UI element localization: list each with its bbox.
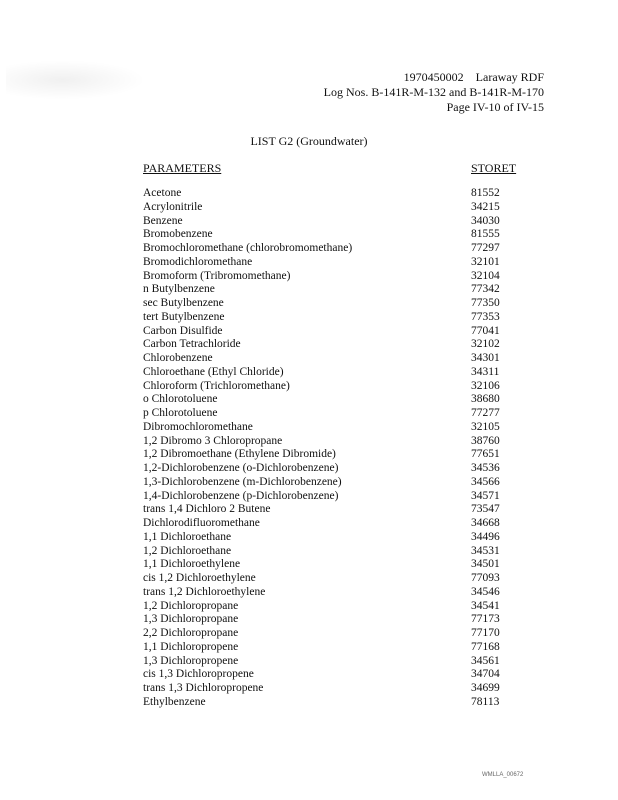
table-row — [143, 270, 543, 284]
table-row — [143, 256, 543, 270]
header-page-line: Page IV-10 of IV-15 — [446, 100, 544, 114]
storet-code: 81555 — [471, 228, 500, 241]
storet-code: 34541 — [471, 599, 500, 612]
storet-code: 38760 — [471, 434, 500, 447]
parameter-name: 1,2 Dibromoethane (Ethylene Dibromide) — [143, 448, 336, 461]
scan-artifact — [6, 60, 146, 100]
storet-code: 34668 — [471, 517, 500, 529]
parameters-column-header: PARAMETERS — [143, 161, 222, 175]
parameter-name: 1,4-Dichlorobenzene (p-Dichlorobenzene) — [143, 489, 339, 502]
parameter-list — [143, 187, 543, 710]
table-row — [143, 490, 543, 504]
table-row — [143, 682, 543, 696]
table-row — [143, 325, 543, 339]
bates-stamp: WMLLA_00672 — [482, 772, 524, 778]
parameter-name: 1,3 Dichloropropane — [143, 613, 239, 626]
storet-code: 77651 — [471, 448, 500, 461]
storet-code: 32106 — [471, 379, 500, 392]
document-header — [324, 70, 544, 115]
parameter-name: sec Butylbenzene — [143, 297, 224, 309]
table-row — [143, 476, 543, 490]
parameter-name: 1,2 Dichloropropane — [143, 599, 239, 612]
storet-code: 77041 — [471, 324, 500, 337]
parameter-name: Acetone — [143, 187, 182, 199]
storet-code: 77170 — [471, 627, 500, 639]
storet-code: 34566 — [471, 475, 500, 488]
parameter-name: Dichlorodifluoromethane — [143, 517, 260, 529]
list-title: LIST G2 (Groundwater) — [250, 134, 368, 148]
parameter-name: Chlorobenzene — [143, 352, 213, 364]
storet-code: 34531 — [471, 544, 500, 557]
parameter-name: o Chlorotoluene — [143, 393, 218, 406]
storet-code: 77168 — [471, 640, 500, 653]
storet-code: 32102 — [471, 338, 500, 351]
table-row — [143, 393, 543, 407]
table-row — [143, 655, 543, 669]
table-row — [143, 517, 543, 531]
parameter-name: p Chlorotoluene — [143, 407, 218, 419]
storet-code: 77173 — [471, 613, 500, 626]
parameter-name: 1,3-Dichlorobenzene (m-Dichlorobenzene) — [143, 475, 342, 488]
storet-code: 34030 — [471, 214, 500, 227]
storet-code: 77350 — [471, 297, 500, 309]
table-row — [143, 338, 543, 352]
table-row — [143, 435, 543, 449]
storet-code: 73547 — [471, 503, 500, 516]
storet-code: 77277 — [471, 407, 500, 419]
storet-code: 34496 — [471, 530, 500, 543]
parameter-name: Benzene — [143, 214, 183, 227]
table-row — [143, 352, 543, 366]
parameter-name: 1,2-Dichlorobenzene (o-Dichlorobenzene) — [143, 462, 339, 474]
parameter-name: Carbon Tetrachloride — [143, 338, 241, 351]
storet-code: 32105 — [471, 420, 500, 433]
storet-code: 77093 — [471, 572, 500, 584]
table-row — [143, 641, 543, 655]
table-row — [143, 448, 543, 462]
table-row — [143, 297, 543, 311]
table-row — [143, 600, 543, 614]
table-row — [143, 572, 543, 586]
storet-code: 77342 — [471, 283, 500, 296]
parameter-name: 1,2 Dichloroethane — [143, 544, 232, 557]
storet-code: 34571 — [471, 489, 500, 502]
table-row — [143, 283, 543, 297]
table-row — [143, 668, 543, 682]
table-row — [143, 228, 543, 242]
table-row — [143, 558, 543, 572]
table-row — [143, 545, 543, 559]
parameter-name: 2,2 Dichloropropane — [143, 627, 239, 639]
parameter-name: 1,1 Dichloroethylene — [143, 558, 241, 571]
parameter-name: Chloroethane (Ethyl Chloride) — [143, 365, 284, 378]
table-row — [143, 311, 543, 325]
storet-code: 38680 — [471, 393, 500, 406]
table-row — [143, 366, 543, 380]
storet-code: 32104 — [471, 269, 500, 282]
table-row — [143, 462, 543, 476]
parameter-name: Bromodichloromethane — [143, 255, 253, 268]
table-row — [143, 531, 543, 545]
storet-code: 34561 — [471, 654, 500, 667]
parameter-name: trans 1,3 Dichloropropene — [143, 682, 264, 694]
table-row — [143, 613, 543, 627]
table-row — [143, 187, 543, 201]
storet-code: 34301 — [471, 352, 500, 364]
table-row — [143, 215, 543, 229]
header-id-line: 1970450002 Laraway RDF — [403, 70, 544, 84]
table-row — [143, 407, 543, 421]
parameter-name: trans 1,2 Dichloroethylene — [143, 585, 266, 598]
storet-code: 77353 — [471, 310, 500, 323]
storet-column-header: STORET — [471, 161, 517, 175]
storet-code: 34699 — [471, 682, 500, 694]
table-row — [143, 380, 543, 394]
parameter-name: Acrylonitrile — [143, 200, 203, 213]
parameter-name: cis 1,2 Dichloroethylene — [143, 572, 256, 584]
parameter-name: 1,1 Dichloropropene — [143, 640, 239, 653]
table-row — [143, 627, 543, 641]
storet-code: 34311 — [471, 365, 500, 378]
storet-code: 34536 — [471, 462, 500, 474]
table-row — [143, 503, 543, 517]
storet-code: 34546 — [471, 585, 500, 598]
parameter-name: Dibromochloromethane — [143, 420, 253, 433]
parameter-name: tert Butylbenzene — [143, 310, 225, 323]
parameter-name: cis 1,3 Dichloropropene — [143, 668, 254, 681]
parameter-name: n Butylbenzene — [143, 283, 215, 296]
storet-code: 81552 — [471, 187, 500, 199]
storet-code: 34704 — [471, 668, 500, 681]
storet-code: 34215 — [471, 200, 500, 213]
parameter-name: 1,2 Dibromo 3 Chloropropane — [143, 434, 283, 447]
parameter-name: 1,3 Dichloropropene — [143, 654, 239, 667]
parameter-name: trans 1,4 Dichloro 2 Butene — [143, 503, 271, 516]
parameter-name: Bromochloromethane (chlorobromomethane) — [143, 242, 353, 254]
table-row — [143, 421, 543, 435]
parameter-name: 1,1 Dichloroethane — [143, 530, 232, 543]
storet-code: 77297 — [471, 242, 500, 254]
table-row — [143, 201, 543, 215]
parameter-name: Carbon Disulfide — [143, 324, 223, 337]
storet-code: 78113 — [471, 695, 500, 708]
table-row — [143, 242, 543, 256]
parameter-name: Bromobenzene — [143, 228, 213, 241]
parameter-name: Bromoform (Tribromomethane) — [143, 269, 291, 282]
parameter-name: Chloroform (Trichloromethane) — [143, 379, 290, 392]
table-row — [143, 586, 543, 600]
parameter-name: Ethylbenzene — [143, 695, 206, 708]
storet-code: 32101 — [471, 255, 500, 268]
header-log-line: Log Nos. B-141R-M-132 and B-141R-M-170 — [323, 85, 544, 99]
storet-code: 34501 — [471, 558, 500, 571]
table-row — [143, 696, 543, 710]
